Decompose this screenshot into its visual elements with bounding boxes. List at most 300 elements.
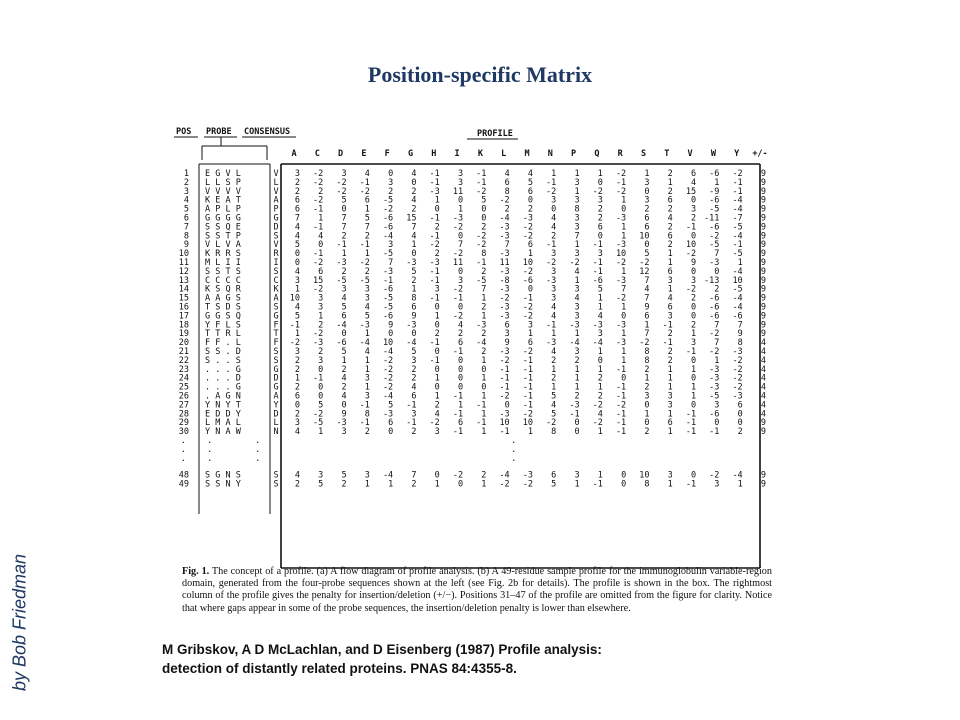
profile-cell: 2 bbox=[481, 470, 487, 481]
profile-cell: 8 bbox=[644, 479, 650, 490]
profile-cell: 1 bbox=[597, 382, 603, 393]
profile-cell: 3 bbox=[574, 195, 580, 206]
profile-cell: -6 bbox=[382, 213, 394, 224]
row-probe: S . . S bbox=[205, 355, 241, 366]
profile-cell: 6 bbox=[690, 169, 697, 179]
profile-cell: -6 bbox=[732, 311, 743, 322]
profile-cell: 1 bbox=[644, 373, 650, 384]
profile-cell: -1 bbox=[732, 240, 743, 251]
profile-cell: -2 bbox=[546, 258, 557, 268]
profile-cell: -2 bbox=[382, 204, 394, 215]
profile-cell: -5 bbox=[382, 293, 394, 304]
profile-cell: 6 bbox=[504, 320, 510, 331]
profile-cell: 7 bbox=[644, 329, 650, 340]
profile-cell: 1 bbox=[481, 311, 487, 322]
row-consensus: G bbox=[273, 311, 279, 322]
profile-cell: -1 bbox=[476, 418, 487, 429]
profile-cell: 11 bbox=[452, 258, 464, 268]
profile-cell: 10 bbox=[685, 240, 697, 251]
profile-cell: 0 bbox=[690, 373, 697, 384]
row-probe: V L V A bbox=[205, 240, 241, 251]
profile-cell: 1 bbox=[364, 479, 370, 490]
profile-cell: -1 bbox=[336, 240, 347, 251]
profile-cell: 2 bbox=[411, 275, 417, 286]
profile-cell: 3 bbox=[411, 409, 417, 420]
row-probe: S S N Y bbox=[205, 479, 241, 490]
profile-cell: 4 bbox=[411, 382, 417, 393]
profile-cell: 1 bbox=[574, 373, 580, 384]
profile-cell: 1 bbox=[714, 177, 720, 188]
profile-cell: -3 bbox=[569, 320, 580, 331]
profile-cell: 7 bbox=[294, 213, 300, 224]
row-probe: S S T P bbox=[205, 231, 241, 242]
citation bbox=[162, 640, 802, 678]
profile-cell: 10 bbox=[382, 338, 394, 349]
profile-cell: 7 bbox=[714, 249, 720, 260]
omitted-dot: . bbox=[255, 453, 261, 464]
profile-cell: -2 bbox=[522, 479, 533, 490]
profile-cell: 2 bbox=[667, 347, 673, 357]
profile-cell: 1 bbox=[434, 479, 440, 490]
profile-cell: -2 bbox=[359, 186, 370, 197]
profile-cell: -6 bbox=[709, 302, 720, 313]
row-probe: L M A L bbox=[205, 418, 241, 429]
profile-cell: -6 bbox=[336, 338, 347, 349]
profile-cell: 2 bbox=[644, 364, 650, 375]
profile-cell: 1 bbox=[294, 284, 300, 295]
profile-cell: 8 bbox=[481, 249, 487, 260]
profile-cell: -3 bbox=[499, 266, 510, 277]
profile-cell: 1 bbox=[294, 329, 300, 340]
profile-cell: 1 bbox=[411, 240, 417, 251]
profile-cell: -5 bbox=[336, 275, 347, 286]
profile-cell: 1 bbox=[481, 409, 487, 420]
column-header: H bbox=[431, 149, 437, 159]
omitted-dot: . bbox=[510, 453, 517, 464]
row-pos: 15 bbox=[178, 293, 189, 304]
profile-cell: 2 bbox=[318, 320, 324, 331]
profile-cell: -11 bbox=[704, 213, 720, 224]
profile-cell: -1 bbox=[476, 400, 487, 411]
profile-cell: -1 bbox=[522, 293, 533, 304]
profile-cell: 3 bbox=[551, 249, 557, 260]
profile-cell: -3 bbox=[499, 302, 510, 313]
column-header: R bbox=[617, 149, 623, 159]
profile-cell: 9 bbox=[760, 266, 766, 277]
profile-cell: -2 bbox=[313, 409, 324, 420]
profile-cell: -1 bbox=[429, 266, 440, 277]
column-header: K bbox=[477, 149, 483, 159]
profile-cell: 3 bbox=[364, 373, 370, 384]
profile-cell: 0 bbox=[434, 302, 440, 313]
column-header: L bbox=[501, 149, 507, 159]
row-probe: T S D S bbox=[205, 302, 241, 313]
column-header: C bbox=[314, 149, 320, 159]
profile-cell: 0 bbox=[388, 427, 394, 438]
profile-cell: 1 bbox=[621, 355, 627, 366]
profile-cell: -2 bbox=[615, 400, 627, 411]
profile-cell: -1 bbox=[615, 177, 627, 188]
profile-cell: -2 bbox=[452, 222, 464, 233]
profile-cell: 9 bbox=[760, 275, 766, 286]
row-consensus: S bbox=[273, 347, 279, 357]
profile-cell: 0 bbox=[690, 195, 697, 206]
profile-cell: 3 bbox=[504, 329, 510, 340]
profile-cell: 2 bbox=[667, 204, 673, 215]
profile-cell: -4 bbox=[382, 470, 394, 481]
profile-cell: 3 bbox=[644, 195, 650, 206]
profile-cell: -2 bbox=[709, 231, 720, 242]
profile-cell: 0 bbox=[388, 169, 394, 179]
profile-cell: 1 bbox=[574, 479, 580, 490]
profile-cell: 0 bbox=[644, 400, 650, 411]
profile-cell: 2 bbox=[341, 364, 347, 375]
profile-cell: 4 bbox=[318, 231, 324, 242]
profile-cell: 1 bbox=[667, 284, 673, 295]
profile-cell: -3 bbox=[592, 320, 603, 331]
profile-cell: 3 bbox=[527, 320, 533, 331]
profile-cell: -1 bbox=[313, 204, 324, 215]
profile-cell: -1 bbox=[452, 391, 464, 402]
profile-cell: 0 bbox=[574, 418, 580, 429]
profile-cell: -1 bbox=[359, 400, 370, 411]
profile-cell: -1 bbox=[522, 355, 533, 366]
profile-cell: -1 bbox=[709, 427, 720, 438]
profile-cell: 9 bbox=[760, 427, 766, 438]
profile-cell: -5 bbox=[732, 222, 743, 233]
profile-cell: 0 bbox=[457, 382, 464, 393]
profile-cell: 1 bbox=[690, 329, 697, 340]
row-pos: 16 bbox=[178, 302, 189, 313]
profile-cell: 0 bbox=[434, 382, 440, 393]
profile-cell: 1 bbox=[621, 231, 627, 242]
profile-cell: -3 bbox=[615, 213, 627, 224]
omitted-dot: . bbox=[255, 436, 261, 446]
profile-cell: 0 bbox=[481, 364, 487, 375]
profile-cell: 9 bbox=[760, 222, 766, 233]
profile-cell: 4 bbox=[411, 195, 417, 206]
row-probe: Y N Y T bbox=[205, 400, 241, 411]
profile-cell: 7 bbox=[364, 222, 370, 233]
profile-cell: 4 bbox=[294, 231, 300, 242]
profile-cell: 0 bbox=[481, 213, 487, 224]
profile-cell: 7 bbox=[388, 258, 394, 268]
profile-cell: 2 bbox=[667, 329, 673, 340]
profile-cell: 1 bbox=[411, 284, 417, 295]
column-header: E bbox=[361, 149, 367, 159]
profile-cell: 8 bbox=[364, 409, 370, 420]
profile-cell: 1 bbox=[574, 329, 580, 340]
profile-cell: 1 bbox=[574, 382, 580, 393]
column-header: +/- bbox=[752, 149, 768, 159]
profile-cell: -6 bbox=[592, 275, 603, 286]
profile-cell: 3 bbox=[364, 391, 370, 402]
profile-cell: 3 bbox=[644, 177, 650, 188]
profile-cell: 0 bbox=[690, 266, 697, 277]
profile-cell: 1 bbox=[597, 470, 603, 481]
row-consensus: S bbox=[273, 479, 279, 490]
profile-cell: 8 bbox=[551, 427, 557, 438]
profile-cell: -1 bbox=[662, 320, 673, 331]
profile-cell: 1 bbox=[597, 169, 603, 179]
profile-cell: 3 bbox=[574, 213, 580, 224]
profile-cell: 4 bbox=[551, 213, 557, 224]
profile-cell: -2 bbox=[499, 293, 510, 304]
profile-cell: -5 bbox=[313, 418, 324, 429]
profile-cell: 3 bbox=[294, 169, 300, 179]
profile-cell: -3 bbox=[615, 240, 627, 251]
profile-cell: 0 bbox=[457, 266, 464, 277]
profile-cell: 2 bbox=[481, 302, 487, 313]
profile-cell: 10 bbox=[522, 258, 533, 268]
row-probe: Y N A W bbox=[205, 427, 241, 438]
profile-cell: -4 bbox=[732, 231, 743, 242]
profile-cell: -5 bbox=[359, 275, 370, 286]
profile-cell: 3 bbox=[294, 418, 300, 429]
profile-figure bbox=[172, 124, 780, 620]
profile-cell: -1 bbox=[522, 391, 533, 402]
profile-cell: -3 bbox=[522, 470, 533, 481]
profile-cell: 1 bbox=[667, 364, 673, 375]
profile-cell: 9 bbox=[760, 213, 766, 224]
profile-cell: 1 bbox=[481, 373, 487, 384]
profile-cell: 3 bbox=[551, 293, 557, 304]
profile-cell: -1 bbox=[569, 409, 580, 420]
profile-cell: 5 bbox=[481, 195, 487, 206]
profile-cell: 1 bbox=[318, 213, 324, 224]
row-probe: S S . D bbox=[205, 347, 241, 357]
profile-cell: -6 bbox=[382, 222, 394, 233]
profile-cell: 0 bbox=[597, 231, 603, 242]
profile-cell: -3 bbox=[732, 391, 743, 402]
profile-cell: -2 bbox=[732, 169, 743, 179]
profile-cell: -2 bbox=[313, 284, 324, 295]
profile-cell: -5 bbox=[732, 284, 743, 295]
profile-cell: -6 bbox=[709, 409, 720, 420]
profile-cell: 1 bbox=[597, 347, 603, 357]
profile-cell: 1 bbox=[690, 364, 697, 375]
row-probe: V V V V bbox=[205, 186, 241, 197]
profile-cell: 2 bbox=[364, 266, 370, 277]
profile-cell: 4 bbox=[341, 293, 347, 304]
profile-cell: 10 bbox=[289, 293, 300, 304]
row-consensus: V bbox=[273, 240, 279, 251]
profile-cell: 3 bbox=[644, 391, 650, 402]
profile-cell: 0 bbox=[714, 418, 720, 429]
profile-cell: -5 bbox=[476, 275, 487, 286]
profile-cell: 6 bbox=[527, 338, 533, 349]
profile-cell: 2 bbox=[364, 427, 370, 438]
profile-cell: -2 bbox=[615, 169, 627, 179]
profile-cell: -2 bbox=[476, 186, 487, 197]
row-pos: 23 bbox=[178, 364, 189, 375]
profile-cell: 1 bbox=[621, 266, 627, 277]
row-pos: 30 bbox=[178, 427, 189, 438]
profile-cell: -1 bbox=[522, 400, 533, 411]
profile-cell: -2 bbox=[476, 240, 487, 251]
profile-cell: -1 bbox=[289, 320, 300, 331]
row-probe: M L I I bbox=[205, 258, 241, 268]
profile-cell: -1 bbox=[662, 338, 673, 349]
row-pos: 18 bbox=[178, 320, 189, 331]
profile-cell: 0 bbox=[411, 329, 417, 340]
profile-cell: 1 bbox=[527, 329, 533, 340]
profile-cell: -3 bbox=[336, 258, 347, 268]
profile-cell: 7 bbox=[341, 213, 347, 224]
profile-cell: -3 bbox=[336, 418, 347, 429]
profile-cell: 2 bbox=[294, 479, 300, 490]
profile-cell: 6 bbox=[457, 338, 464, 349]
profile-cell: 1 bbox=[481, 355, 487, 366]
omitted-dot: . bbox=[207, 453, 213, 464]
profile-cell: 4 bbox=[294, 222, 300, 233]
profile-cell: -8 bbox=[499, 275, 510, 286]
profile-cell: -3 bbox=[709, 382, 720, 393]
profile-cell: -2 bbox=[592, 400, 603, 411]
profile-cell: 2 bbox=[667, 222, 673, 233]
profile-cell: 2 bbox=[434, 400, 440, 411]
profile-cell: 4 bbox=[551, 347, 557, 357]
profile-cell: -1 bbox=[615, 364, 627, 375]
profile-cell: 1 bbox=[597, 364, 603, 375]
profile-cell: -1 bbox=[592, 479, 603, 490]
row-consensus: S bbox=[273, 470, 279, 481]
profile-cell: 4 bbox=[760, 338, 766, 349]
profile-cell: -4 bbox=[732, 293, 743, 304]
profile-cell: 1 bbox=[644, 320, 650, 331]
profile-cell: 1 bbox=[434, 195, 440, 206]
profile-cell: 1 bbox=[527, 249, 533, 260]
row-probe: K E A T bbox=[205, 195, 241, 206]
profile-cell: -4 bbox=[382, 391, 394, 402]
profile-cell: 4 bbox=[527, 169, 533, 179]
profile-cell: 1 bbox=[481, 479, 487, 490]
profile-cell: 9 bbox=[760, 169, 766, 179]
row-consensus: I bbox=[273, 258, 279, 268]
profile-cell: 9 bbox=[760, 186, 766, 197]
profile-cell: 3 bbox=[318, 355, 324, 366]
profile-cell: 1 bbox=[737, 479, 743, 490]
profile-cell: 5 bbox=[551, 391, 557, 402]
row-pos: 29 bbox=[178, 418, 189, 429]
profile-cell: -1 bbox=[615, 391, 627, 402]
row-probe: A A G S bbox=[205, 293, 241, 304]
profile-cell: 3 bbox=[690, 204, 697, 215]
profile-cell: 3 bbox=[574, 347, 580, 357]
row-pos: 7 bbox=[183, 222, 189, 233]
profile-cell: 3 bbox=[318, 302, 324, 313]
row-consensus: D bbox=[273, 222, 279, 233]
profile-cell: 2 bbox=[294, 177, 300, 188]
profile-cell: 5 bbox=[364, 311, 370, 322]
profile-cell: 7 bbox=[644, 275, 650, 286]
profile-cell: -2 bbox=[499, 391, 510, 402]
profile-cell: 3 bbox=[364, 284, 370, 295]
profile-cell: -1 bbox=[429, 293, 440, 304]
profile-cell: 0 bbox=[318, 391, 324, 402]
profile-cell: 9 bbox=[760, 418, 766, 429]
profile-cell: -1 bbox=[476, 169, 487, 179]
profile-cell: 1 bbox=[364, 204, 370, 215]
profile-cell: 6 bbox=[527, 240, 533, 251]
profile-cell: 5 bbox=[644, 249, 650, 260]
profile-cell: 2 bbox=[551, 231, 557, 242]
profile-cell: 0 bbox=[621, 470, 627, 481]
profile-cell: 1 bbox=[364, 382, 370, 393]
profile-cell: -2 bbox=[452, 470, 464, 481]
profile-cell: 1 bbox=[621, 329, 627, 340]
profile-cell: 6 bbox=[294, 204, 300, 215]
profile-cell: -1 bbox=[615, 382, 627, 393]
row-pos: 21 bbox=[178, 347, 189, 357]
row-pos: 26 bbox=[178, 391, 189, 402]
profile-cell: 1 bbox=[457, 400, 464, 411]
profile-cell: 10 bbox=[522, 418, 533, 429]
profile-cell: 2 bbox=[644, 427, 650, 438]
profile-cell: 3 bbox=[714, 400, 720, 411]
profile-cell: -2 bbox=[429, 418, 440, 429]
profile-cell: 3 bbox=[667, 400, 673, 411]
row-consensus: V bbox=[273, 186, 279, 197]
profile-cell: -2 bbox=[709, 329, 720, 340]
profile-cell: -3 bbox=[406, 258, 417, 268]
profile-cell: -3 bbox=[476, 320, 487, 331]
profile-cell: 0 bbox=[411, 177, 417, 188]
profile-cell: -2 bbox=[382, 382, 394, 393]
row-pos: 4 bbox=[183, 195, 189, 206]
profile-cell: -1 bbox=[522, 373, 533, 384]
profile-cell: 1 bbox=[457, 204, 464, 215]
profile-cell: -4 bbox=[569, 338, 580, 349]
profile-cell: 9 bbox=[760, 329, 766, 340]
profile-cell: 0 bbox=[737, 418, 743, 429]
profile-cell: 5 bbox=[341, 470, 347, 481]
citation-line-1: M Gribskov, A D McLachlan, and D Eisenberg (1987) Profile analysis: bbox=[162, 642, 602, 657]
row-consensus: P bbox=[273, 204, 279, 215]
profile-cell: -1 bbox=[452, 293, 464, 304]
profile-cell: -5 bbox=[709, 240, 720, 251]
profile-cell: -2 bbox=[685, 284, 697, 295]
profile-cell: -1 bbox=[452, 409, 464, 420]
profile-cell: 0 bbox=[481, 382, 487, 393]
profile-cell: 4 bbox=[760, 382, 766, 393]
row-probe: . . . G bbox=[205, 364, 241, 375]
profile-cell: -4 bbox=[732, 470, 743, 481]
profile-cell: 0 bbox=[457, 195, 464, 206]
profile-cell: 11 bbox=[452, 186, 464, 197]
profile-cell: 3 bbox=[388, 240, 394, 251]
profile-cell: -2 bbox=[429, 240, 440, 251]
profile-cell: 5 bbox=[551, 409, 557, 420]
profile-cell: 1 bbox=[434, 311, 440, 322]
profile-cell: -1 bbox=[429, 338, 440, 349]
profile-cell: 2 bbox=[318, 186, 324, 197]
profile-cell: -2 bbox=[592, 186, 603, 197]
profile-cell: 2 bbox=[294, 409, 300, 420]
profile-cell: 4 bbox=[411, 231, 417, 242]
row-pos: 1 bbox=[183, 169, 189, 179]
profile-cell: 2 bbox=[737, 427, 743, 438]
profile-cell: -6 bbox=[522, 275, 533, 286]
profile-cell: -3 bbox=[499, 249, 510, 260]
profile-cell: 9 bbox=[760, 284, 766, 295]
profile-cell: 9 bbox=[737, 329, 743, 340]
profile-cell: -1 bbox=[732, 177, 743, 188]
profile-cell: -2 bbox=[639, 258, 650, 268]
row-consensus: C bbox=[273, 275, 279, 286]
profile-cell: 0 bbox=[457, 302, 464, 313]
profile-cell: 1 bbox=[527, 427, 533, 438]
